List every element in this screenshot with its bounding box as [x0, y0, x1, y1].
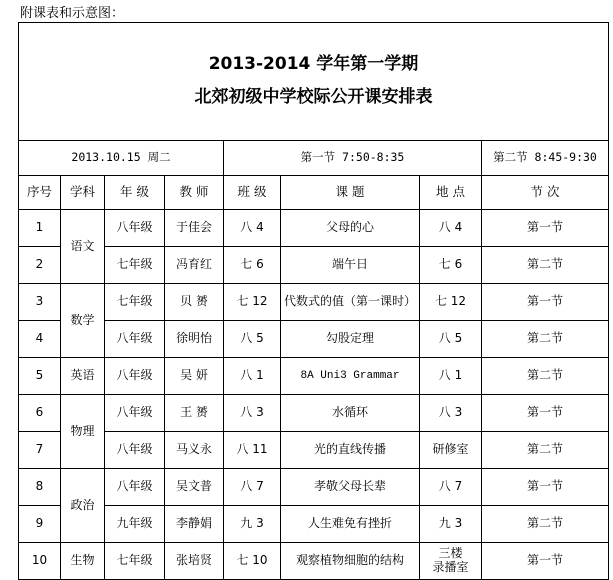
row-topic: 代数式的值（第一课时） [281, 284, 420, 321]
row-place: 七 6 [420, 247, 482, 284]
row-class: 七 6 [224, 247, 281, 284]
header-no: 序号 [19, 176, 61, 210]
row-no: 7 [19, 432, 61, 469]
table-row [19, 469, 609, 506]
row-topic: 人生难免有挫折 [281, 506, 420, 543]
row-teacher: 贝 赟 [165, 284, 224, 321]
row-period: 第一节 [482, 543, 609, 580]
table-row [19, 395, 609, 432]
row-period: 第一节 [482, 284, 609, 321]
row-grade: 八年级 [105, 469, 165, 506]
header-topic: 课 题 [281, 176, 420, 210]
row-period: 第二节 [482, 432, 609, 469]
row-teacher: 徐明怡 [165, 321, 224, 358]
row-topic: 孝敬父母长辈 [281, 469, 420, 506]
row-teacher: 马义永 [165, 432, 224, 469]
row-subject: 数学 [61, 284, 105, 358]
row-grade: 七年级 [105, 284, 165, 321]
row-period: 第一节 [482, 210, 609, 247]
row-place: 三楼 录播室 [420, 543, 482, 580]
row-teacher: 吴 妍 [165, 358, 224, 395]
row-period: 第二节 [482, 358, 609, 395]
table-row [19, 432, 609, 469]
row-topic: 水循环 [281, 395, 420, 432]
table-row [19, 321, 609, 358]
row-place: 八 7 [420, 469, 482, 506]
row-teacher: 李静娟 [165, 506, 224, 543]
row-no: 4 [19, 321, 61, 358]
table-row [19, 358, 609, 395]
row-topic: 勾股定理 [281, 321, 420, 358]
row-topic: 观察植物细胞的结构 [281, 543, 420, 580]
row-teacher: 于佳会 [165, 210, 224, 247]
table-row [19, 506, 609, 543]
row-no: 2 [19, 247, 61, 284]
header-row [19, 176, 609, 210]
row-class: 八 11 [224, 432, 281, 469]
row-class: 八 3 [224, 395, 281, 432]
row-class: 八 1 [224, 358, 281, 395]
row-topic: 父母的心 [281, 210, 420, 247]
schedule-table [18, 22, 609, 580]
row-no: 3 [19, 284, 61, 321]
row-subject: 政治 [61, 469, 105, 543]
period2-cell: 第二节 8:45-9:30 [482, 141, 609, 176]
row-no: 1 [19, 210, 61, 247]
row-grade: 八年级 [105, 210, 165, 247]
row-grade: 八年级 [105, 432, 165, 469]
row-place: 八 1 [420, 358, 482, 395]
caption: 附课表和示意图： [20, 6, 125, 21]
row-place: 八 4 [420, 210, 482, 247]
row-period: 第二节 [482, 321, 609, 358]
row-grade: 九年级 [105, 506, 165, 543]
row-subject: 语文 [61, 210, 105, 284]
row-teacher: 吴文普 [165, 469, 224, 506]
table-row [19, 284, 609, 321]
header-subject: 学科 [61, 176, 105, 210]
table-row [19, 543, 609, 580]
row-place: 八 5 [420, 321, 482, 358]
row-subject: 生物 [61, 543, 105, 580]
header-period: 节 次 [482, 176, 609, 210]
row-grade: 七年级 [105, 543, 165, 580]
row-class: 八 5 [224, 321, 281, 358]
header-grade: 年 级 [105, 176, 165, 210]
row-teacher: 张培贤 [165, 543, 224, 580]
row-grade: 七年级 [105, 247, 165, 284]
row-place: 九 3 [420, 506, 482, 543]
row-no: 6 [19, 395, 61, 432]
row-period: 第二节 [482, 247, 609, 284]
table-row [19, 247, 609, 284]
row-period: 第一节 [482, 395, 609, 432]
header-class: 班 级 [224, 176, 281, 210]
row-topic: 8A Uni3 Grammar [281, 358, 420, 395]
row-class: 八 4 [224, 210, 281, 247]
header-teacher: 教 师 [165, 176, 224, 210]
row-place: 八 3 [420, 395, 482, 432]
info-row [19, 141, 609, 176]
row-subject: 物理 [61, 395, 105, 469]
row-class: 七 10 [224, 543, 281, 580]
row-place: 七 12 [420, 284, 482, 321]
row-place: 研修室 [420, 432, 482, 469]
row-grade: 八年级 [105, 395, 165, 432]
row-grade: 八年级 [105, 358, 165, 395]
row-grade: 八年级 [105, 321, 165, 358]
row-teacher: 王 赟 [165, 395, 224, 432]
table-title [19, 23, 609, 141]
header-place: 地 点 [420, 176, 482, 210]
row-teacher: 冯育红 [165, 247, 224, 284]
row-class: 九 3 [224, 506, 281, 543]
row-class: 七 12 [224, 284, 281, 321]
title-term: 2013-2014 学年第一学期 [208, 54, 419, 75]
date-cell: 2013.10.15 周二 [19, 141, 224, 176]
row-class: 八 7 [224, 469, 281, 506]
row-topic: 光的直线传播 [281, 432, 420, 469]
row-period: 第一节 [482, 469, 609, 506]
row-subject: 英语 [61, 358, 105, 395]
title-main: 北郊初级中学校际公开课安排表 [194, 87, 433, 107]
row-no: 8 [19, 469, 61, 506]
row-no: 10 [19, 543, 61, 580]
period1-cell: 第一节 7:50-8:35 [224, 141, 482, 176]
row-no: 9 [19, 506, 61, 543]
row-no: 5 [19, 358, 61, 395]
table-row [19, 210, 609, 247]
row-period: 第二节 [482, 506, 609, 543]
row-topic: 端午日 [281, 247, 420, 284]
